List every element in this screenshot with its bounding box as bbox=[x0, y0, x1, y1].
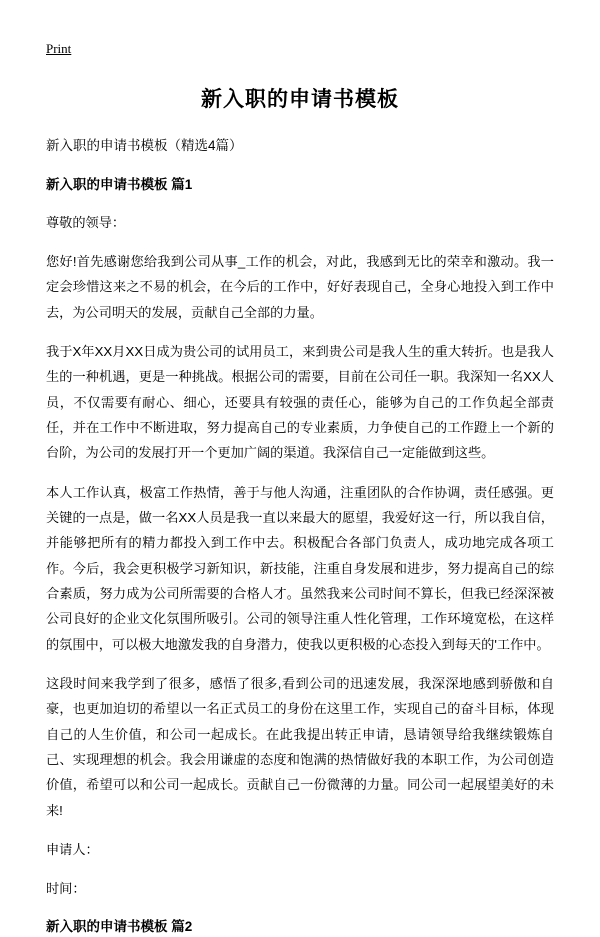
page-title: 新入职的申请书模板 bbox=[201, 88, 399, 111]
signature-label: 申请人： bbox=[46, 842, 99, 858]
body-paragraph: 本人工作认真，极富工作热情，善于与他人沟通，注重团队的合作协调，责任感强。更关键的一点是，做一名XX人员是我一直以来最大的愿望，我爱好这一行，所以我自信，并能够把所有的精力都投入到工作中去。积极配合各部门负责人，成功地完成各项工作。今后，我会更积极学习新知识，新技能，注重自身发展和进步，努力提高自己的综合素质，努力成为公司所需要的合格人才。虽然我来公司时间不算长，但我已经深深被公司良好的企业文化氛围所吸引。公司的领导注重人性化管理，工作环境宽松，在这样的氛围中，可以极大地激发我的自身潜力，使我以更积极的心态投入到每天的'工作中。 bbox=[46, 484, 554, 652]
document-subtitle: 新入职的申请书模板（精选4篇） bbox=[46, 138, 243, 153]
body-paragraph: 这段时间来我学到了很多，感悟了很多,看到公司的迅速发展，我深深地感到骄傲和自豪，也更加迫切的希望以一名正式员工的身份在这里工作，实现自己的奋斗目标，体现自己的人生价值，和公司一起成长。在此我提出转正申请，恳请领导给我继续锻炼自己、实现理想的机会。我会用谦虚的态度和饱满的热情做好我的本职工作，为公司创造价值，希望可以和公司一起成长。贡献自己一份微薄的力量。同公司一起展望美好的未来! bbox=[46, 676, 554, 818]
print-button[interactable]: Print bbox=[46, 41, 72, 56]
body-paragraph: 您好!首先感谢您给我到公司从事_工作的机会，对此，我感到无比的荣幸和激动。我一定会珍惜这来之不易的机会，在今后的工作中，好好表现自己，全身心地投入到工作中去，为公司明天的发展，贡献自己全部的力量。 bbox=[46, 253, 554, 320]
date-label: 时间： bbox=[46, 881, 86, 897]
section-heading-2: 新入职的申请书模板 篇2 bbox=[46, 918, 193, 934]
section-heading-1: 新入职的申请书模板 篇1 bbox=[46, 176, 193, 192]
salutation: 尊敬的领导： bbox=[46, 214, 126, 230]
body-paragraph: 我于X年XX月XX日成为贵公司的试用员工，来到贵公司是我人生的重大转折。也是我人生的一种机遇，更是一种挑战。根据公司的需要，目前在公司任一职。我深知一名XX人员，不仅需要有耐心、细心，还要具有较强的责任心，能够为自己的工作负起全部责任，并在工作中不断进取，努力提高自己的专业素质，力争使自己的工作蹬上一个新的台阶，为公司的发展打开一个更加广阔的渠道。我深信自己一定能做到这些。 bbox=[46, 343, 554, 461]
